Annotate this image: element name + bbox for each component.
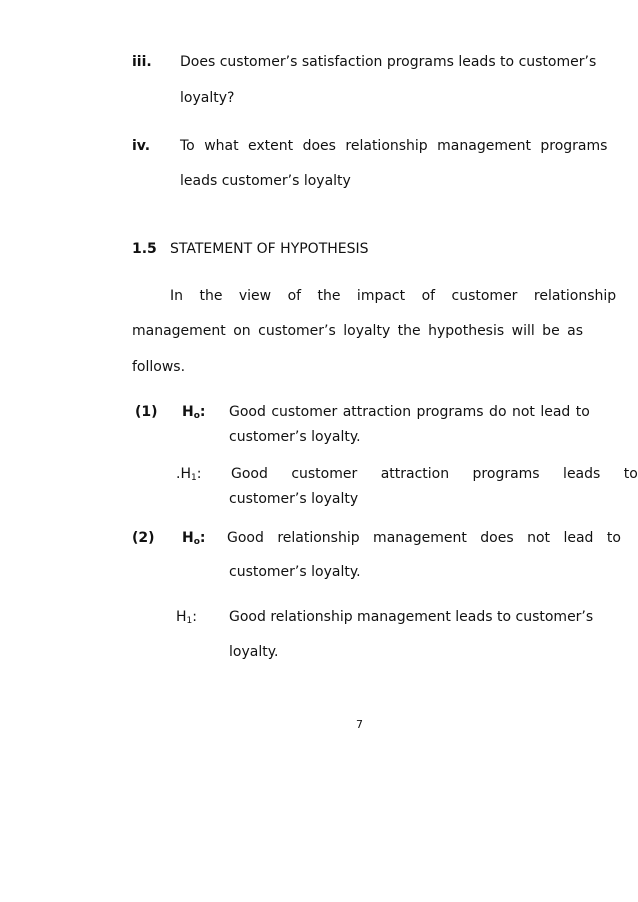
hypothesis-text-line: customer’s loyalty.	[229, 429, 361, 445]
question-text-line: Does customer’s satisfaction programs leads to customer’s	[180, 54, 597, 70]
hypothesis-text-line: customer’s loyalty	[229, 491, 359, 507]
hypothesis-number: (1)	[135, 404, 158, 420]
alt-hypothesis-symbol: $.H_1$:	[176, 466, 202, 483]
section-title: STATEMENT OF HYPOTHESIS	[170, 241, 369, 257]
hypothesis-number: (2)	[132, 530, 155, 546]
paragraph-line: In the view of the impact of customer relationship	[170, 288, 617, 304]
hypothesis-text-line: Good customer attraction programs leads to	[231, 466, 638, 482]
null-hypothesis-symbol: $H_o$:	[182, 404, 206, 421]
page-number: 7	[356, 718, 363, 731]
hypothesis-text-line: customer’s loyalty.	[229, 564, 361, 580]
paragraph-line: follows.	[132, 359, 186, 375]
question-text-line: loyalty?	[180, 90, 235, 106]
hypothesis-text-line: Good customer attraction programs do not lead to	[229, 404, 590, 420]
hypothesis-text-line: Good relationship management does not lead to	[227, 530, 621, 546]
hypothesis-text-line: loyalty.	[229, 644, 279, 660]
hypothesis-text-line: Good relationship management leads to customer’s	[229, 609, 594, 625]
null-hypothesis-symbol: $H_o$:	[182, 530, 206, 547]
alt-hypothesis-symbol: $H_1$:	[176, 609, 197, 626]
question-label: iii.	[132, 54, 152, 70]
question-text-line: To what extent does relationship management programs	[180, 138, 608, 154]
question-text-line: leads customer’s loyalty	[180, 173, 351, 189]
paragraph-line: management on customer’s loyalty the hypothesis will be as	[132, 323, 584, 339]
section-number: 1.5	[132, 241, 157, 257]
question-label: iv.	[132, 138, 151, 154]
